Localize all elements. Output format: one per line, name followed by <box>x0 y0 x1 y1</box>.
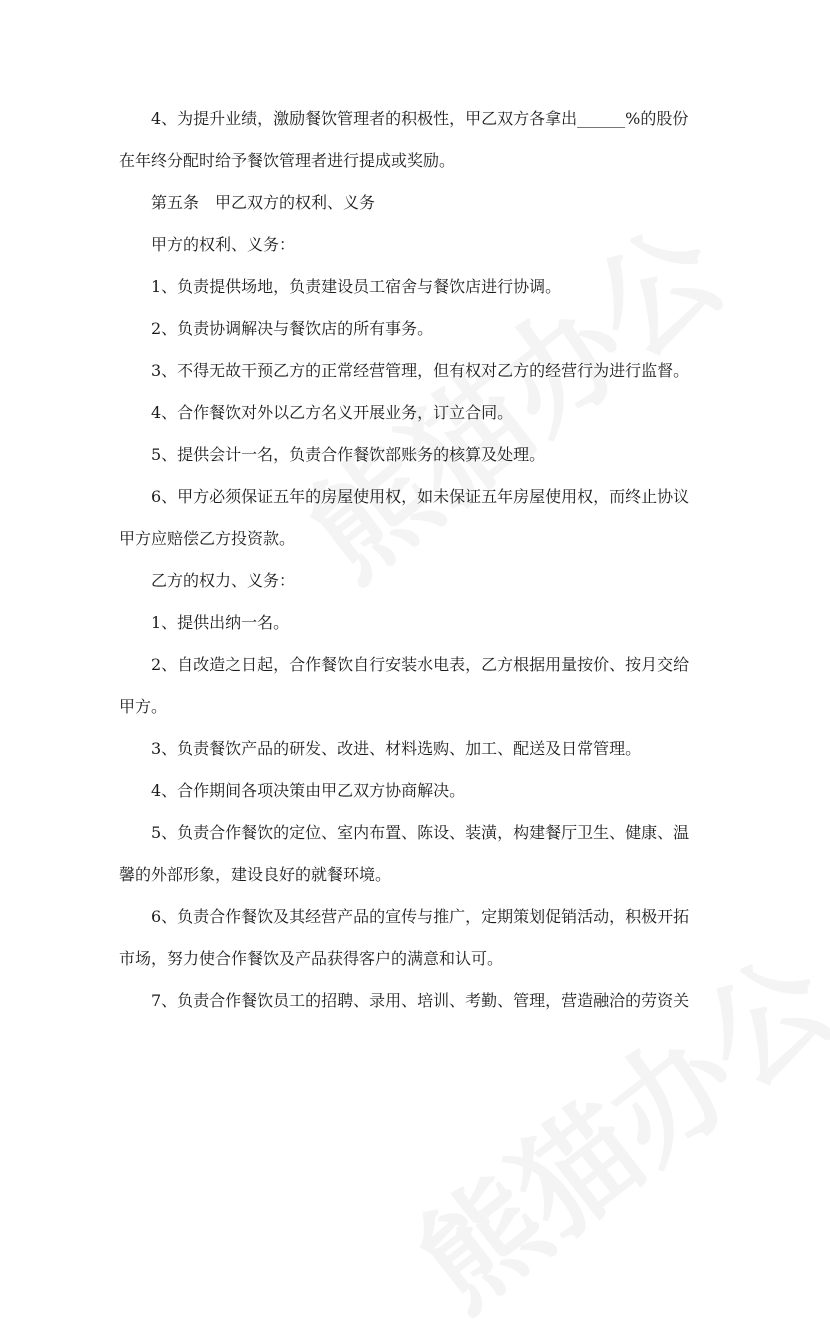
paragraph-line: 2、负责协调解决与餐饮店的所有事务。 <box>151 319 434 338</box>
paragraph-line: 市场，努力使合作餐饮及产品获得客户的满意和认可。 <box>119 949 504 968</box>
subsection-heading: 甲方的权利、义务： <box>151 235 296 254</box>
paragraph-line: 5、提供会计一名，负责合作餐饮部账务的核算及处理。 <box>151 445 546 464</box>
paragraph-line: 2、自改造之日起，合作餐饮自行安装水电表，乙方根据用量按价、按月交给 <box>151 655 690 674</box>
document-body <box>119 98 719 1022</box>
subsection-heading: 乙方的权力、义务： <box>151 571 296 590</box>
paragraph-line: 4、合作餐饮对外以乙方名义开展业务，订立合同。 <box>151 403 514 422</box>
paragraph-line: 甲方应赔偿乙方投资款。 <box>119 529 296 548</box>
paragraph-line: 甲方。 <box>119 697 168 716</box>
paragraph-line: 1、提供出纳一名。 <box>151 613 290 632</box>
paragraph-line: 5、负责合作餐饮的定位、室内布置、陈设、装潢，构建餐厅卫生、健康、温 <box>151 823 690 842</box>
paragraph-line: 馨的外部形象，建设良好的就餐环境。 <box>119 865 392 884</box>
paragraph-line: 在年终分配时给予餐饮管理者进行提成或奖励。 <box>119 151 456 170</box>
paragraph-line: 1、负责提供场地，负责建设员工宿舍与餐饮店进行协调。 <box>151 277 562 296</box>
paragraph-line: 3、不得无故干预乙方的正常经营管理，但有权对乙方的经营行为进行监督。 <box>151 361 690 380</box>
paragraph-line: 7、负责合作餐饮员工的招聘、录用、培训、考勤、管理，营造融洽的劳资关 <box>151 991 690 1010</box>
paragraph-line: 6、甲方必须保证五年的房屋使用权，如未保证五年房屋使用权，而终止协议 <box>151 487 690 506</box>
paragraph-line: 3、负责餐饮产品的研发、改进、材料选购、加工、配送及日常管理。 <box>151 739 642 758</box>
paragraph-line: 4、合作期间各项决策由甲乙双方协商解决。 <box>151 781 466 800</box>
paragraph-line: 6、负责合作餐饮及其经营产品的宣传与推广，定期策划促销活动，积极开拓 <box>151 907 690 926</box>
paragraph-line: 4、为提升业绩，激励餐饮管理者的积极性，甲乙双方各拿出______%的股份 <box>151 109 689 128</box>
section-heading: 第五条 甲乙双方的权利、义务 <box>151 193 376 212</box>
